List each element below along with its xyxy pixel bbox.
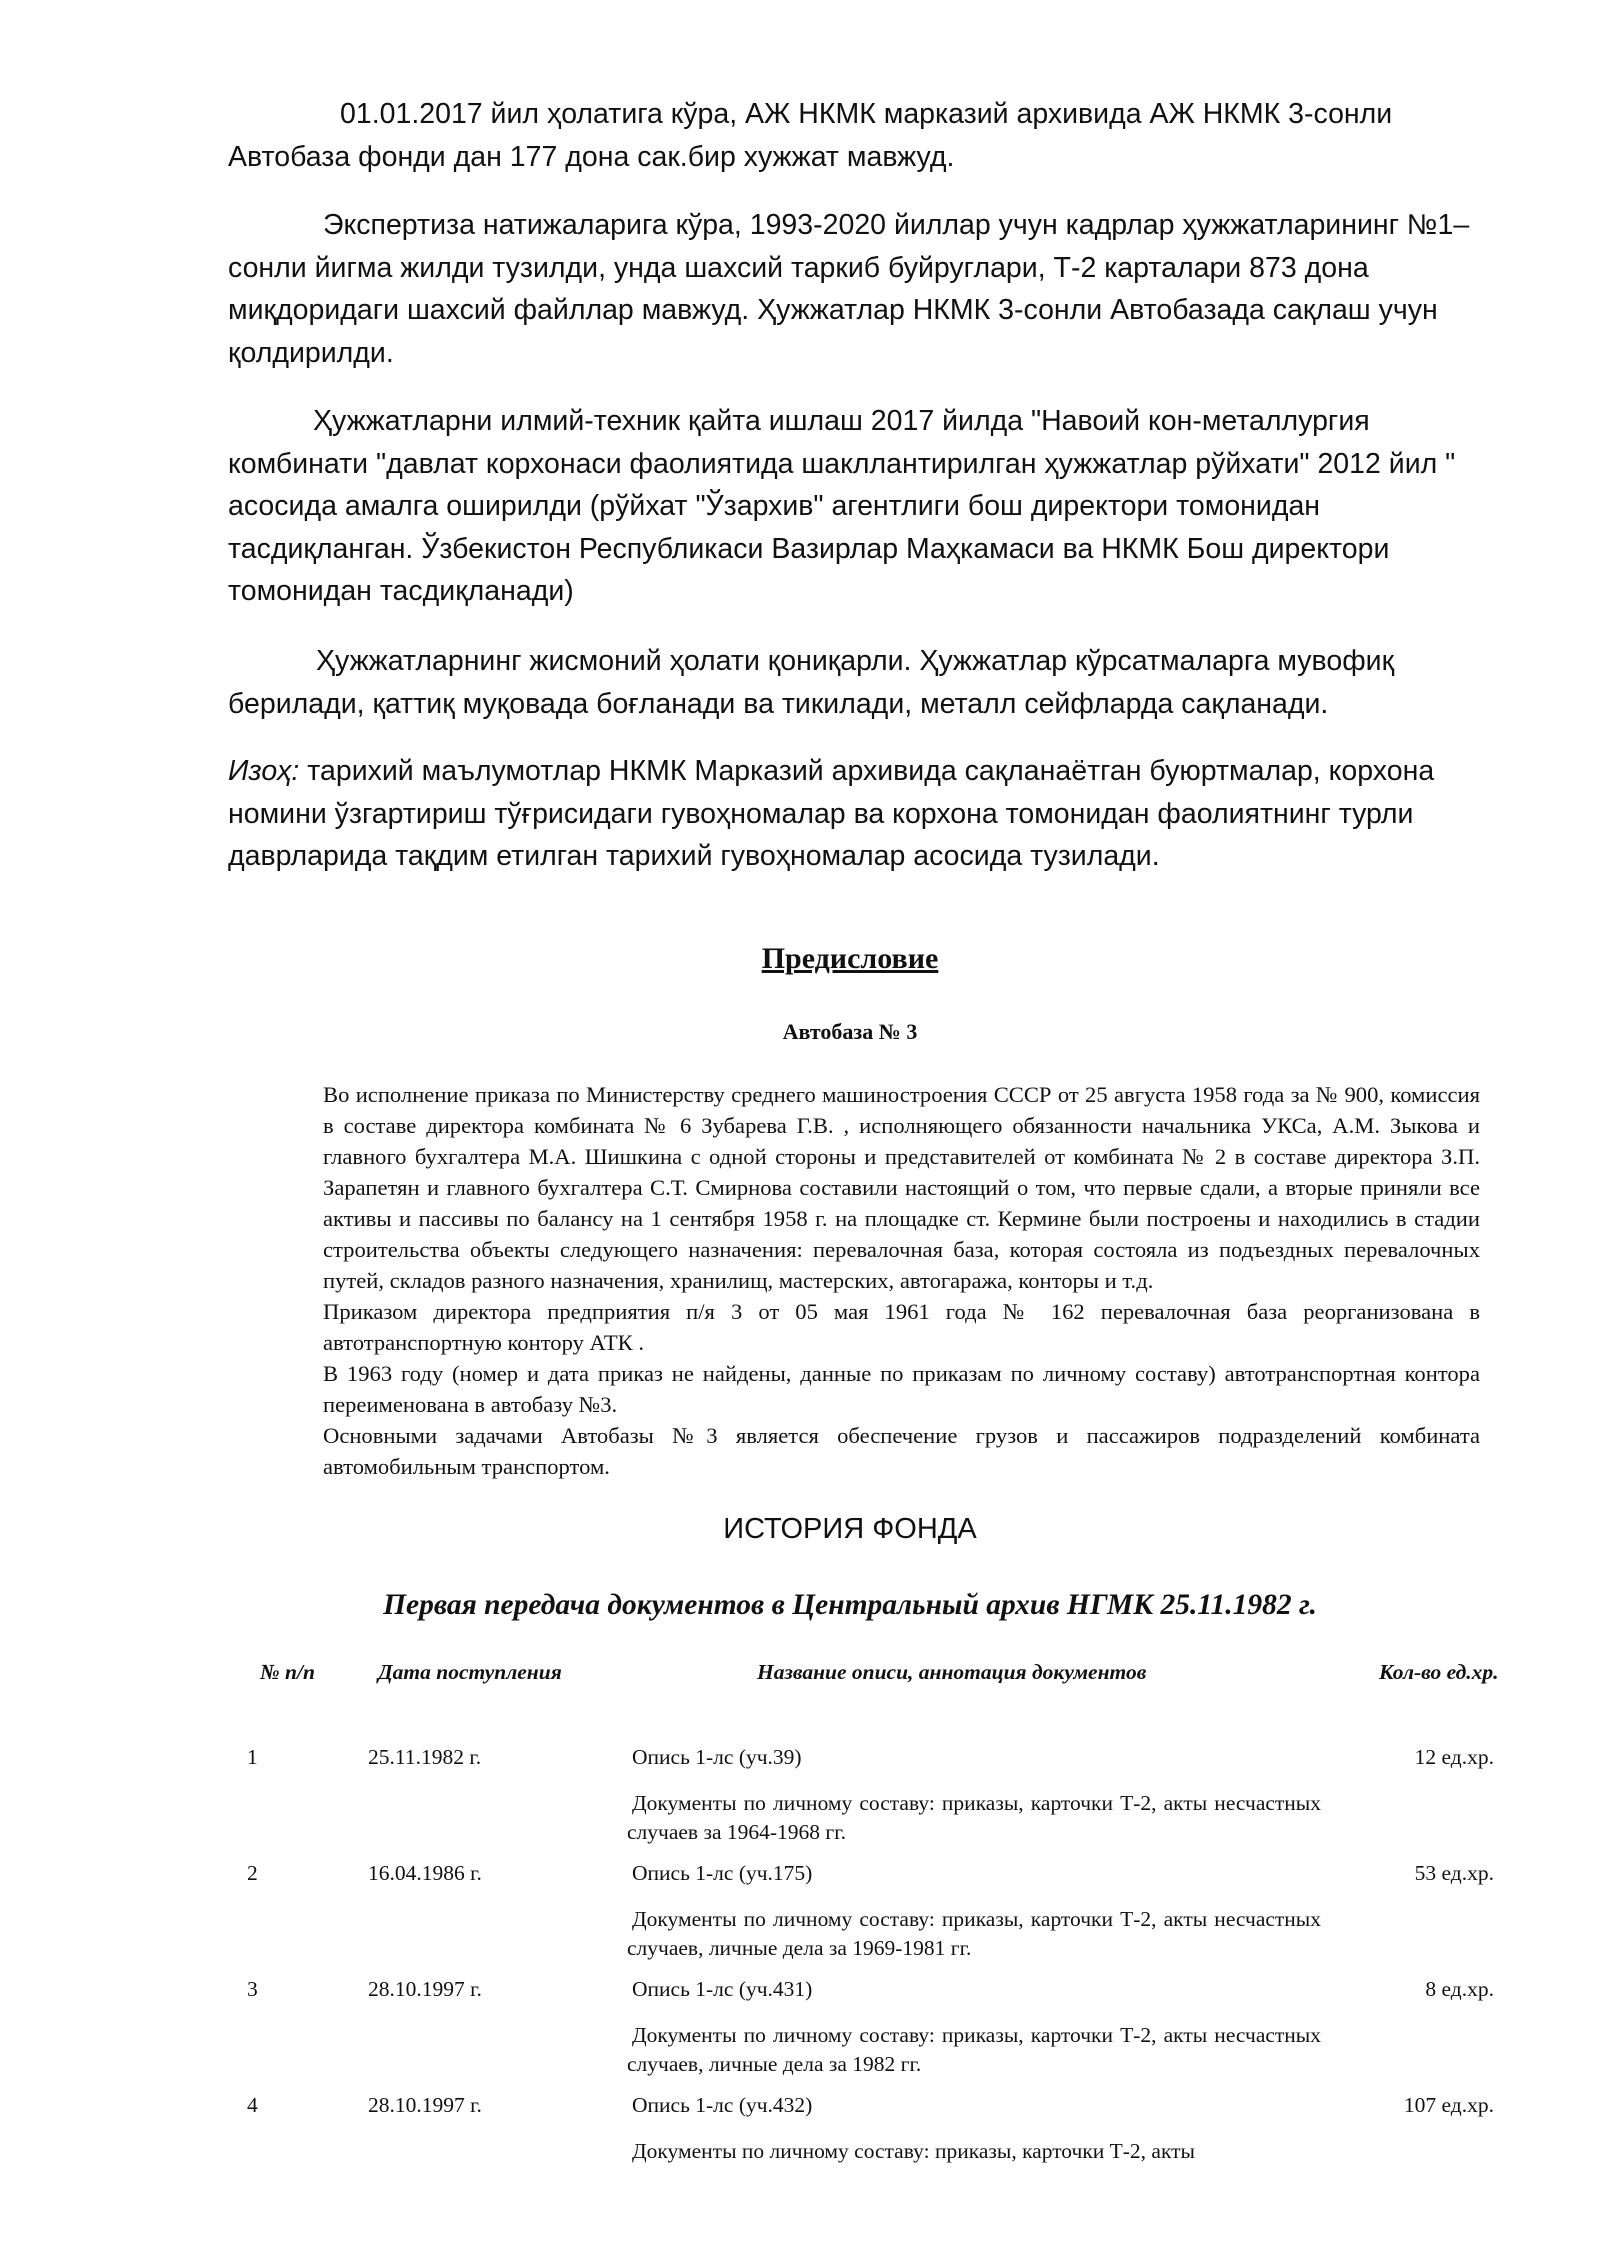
row-number: 3 (247, 1977, 258, 2001)
row-number: 1 (247, 1745, 258, 1769)
table-row (0, 1977, 1600, 2092)
uzbek-paragraph-4-text: Ҳужжатларнинг жисмоний ҳолати қониқарли. Ҳужжатлар кўрсатмаларга мувофиқ берилади, қаттиқ муқовада боғланади ва тикилади, металл сейфларда сақланади. (228, 645, 1395, 720)
header-date: Дата поступления (378, 1660, 562, 1684)
uzbek-note (228, 750, 1480, 878)
uzbek-paragraph-2 (228, 204, 1480, 374)
row-description: Документы по личному составу: приказы, карточки Т-2, акты (632, 2139, 1195, 2163)
row-date: 25.11.1982 г. (368, 1745, 482, 1769)
row-quantity: 107 ед.хр. (1403, 2093, 1494, 2117)
table-row (0, 1745, 1600, 1860)
row-inventory: Опись 1-лс (уч.39) (632, 1745, 802, 1769)
uzbek-paragraph-1 (228, 93, 1480, 178)
row-date: 28.10.1997 г. (368, 2093, 482, 2117)
uzbek-paragraph-3-text: Ҳужжатларни илмий-техник қайта ишлаш 2017 йилда "Навоий кон-металлургия комбинати "давлат корхонаси фаолиятида шакллантирилган ҳужжатлар рўйхати" 2012 йил " асосида амалга оширилди (рўйхат "Ўзархив" агентлиги бош директори томонидан тасдиқланган. Ўзбекистон Республикаси Вазирлар Маҳкамаси ва НКМК Бош директори томонидан тасдиқланади) (228, 405, 1456, 607)
note-text: тарихий маълумотлар НКМК Марказий архивида сақланаётган буюртмалар, корхона номини ўзгартириш тўғрисидаги гувоҳномалар ва корхона томонидан фаолиятнинг турли даврларида тақдим етилган тарихий гувоҳномалар асосида тузилади. (228, 755, 1435, 872)
table-row (0, 2093, 1600, 2208)
preface-title: Предисловие (761, 942, 939, 975)
row-date: 28.10.1997 г. (368, 1977, 482, 2001)
table-row (0, 1861, 1600, 1976)
row-inventory: Опись 1-лс (уч.175) (632, 1861, 813, 1885)
row-inventory: Опись 1-лс (уч.431) (632, 1977, 813, 2001)
header-qty: Кол-во ед.хр. (1379, 1660, 1499, 1684)
history-subtitle: Первая передача документов в Центральный архив НГМК 25.11.1982 г. (383, 1589, 1317, 1621)
history-title: ИСТОРИЯ ФОНДА (723, 1513, 977, 1545)
uzbek-paragraph-3 (228, 400, 1480, 613)
row-number: 4 (247, 2093, 258, 2117)
row-description: Документы по личному составу: приказы, карточки Т-2, акты несчастных случаев, личные дела за 1982 гг. (627, 2023, 1321, 2076)
uzbek-paragraph-4 (228, 640, 1480, 725)
preface-paragraph-4: Основными задачами Автобазы №3 является обеспечение грузов и пассажиров подразделений комбината автомобильным транспортом. (323, 1423, 1480, 1479)
row-date: 16.04.1986 г. (368, 1861, 482, 1885)
row-quantity: 12 ед.хр. (1414, 1745, 1494, 1769)
preface-paragraph-2: Приказом директора предприятия п/я 3 от 05 мая 1961 года № 162 перевалочная база реорганизована в автотранспортную контору АТК . (323, 1299, 1480, 1355)
uzbek-paragraph-1-text: 01.01.2017 йил ҳолатига кўра, АЖ НКМК марказий архивида АЖ НКМК 3-сонли Автобаза фонди дан 177 дона сак.бир хужжат мавжуд. (228, 98, 1393, 173)
preface-paragraph-1: Во исполнение приказа по Министерству среднего машиностроения СССР от 25 августа 1958 года за № 900, комиссия в составе директора комбината № 6 Зубарева Г.В. , исполняющего обязанности начальника УКСа, А.М. Зыкова и главного бухгалтера М.А. Шишкина с одной стороны и представителей от комбината № 2 в составе директора З.П. Зарапетян и главного бухгалтера С.Т. Смирнова составили настоящий о том, что первые сдали, а вторые приняли все активы и пассивы по балансу на 1 сентября 1958 г. на площадке ст. Кермине были построены и находились в стадии строительства объекты следующего назначения: перевалочная база, которая состояла из подъездных перевалочных путей, складов разного назначения, хранилищ, мастерских, автогаража, конторы и т.д. (323, 1082, 1480, 1293)
row-description: Документы по личному составу: приказы, карточки Т-2, акты несчастных случаев за 1964-1968 гг. (627, 1791, 1321, 1844)
row-quantity: 8 ед.хр. (1425, 1977, 1494, 2001)
note-label: Изоҳ: (228, 755, 300, 787)
row-number: 2 (247, 1861, 258, 1885)
row-inventory: Опись 1-лс (уч.432) (632, 2093, 813, 2117)
row-description: Документы по личному составу: приказы, карточки Т-2, акты несчастных случаев, личные дела за 1969-1981 гг. (627, 1907, 1321, 1960)
preface-paragraph-3: В 1963 году (номер и дата приказ не найдены, данные по приказам по личному составу) автотранспортная контора переименована в автобазу №3. (323, 1361, 1480, 1417)
row-quantity: 53 ед.хр. (1414, 1861, 1494, 1885)
preface-body (228, 1079, 1480, 1482)
header-num: № п/п (260, 1660, 315, 1684)
header-name: Название описи, аннотация документов (757, 1660, 1147, 1684)
preface-subtitle: Автобаза № 3 (782, 1019, 918, 1044)
uzbek-paragraph-2-text: Экспертиза натижаларига кўра, 1993-2020 йиллар учун кадрлар ҳужжатларининг №1–сонли йигма жилди тузилди, унда шахсий таркиб буйруглари, Т-2 карталари 873 дона миқдоридаги шахсий файллар мавжуд. Ҳужжатлар НКМК 3-сонли Автобазада сақлаш учун қолдирилди. (228, 209, 1470, 369)
